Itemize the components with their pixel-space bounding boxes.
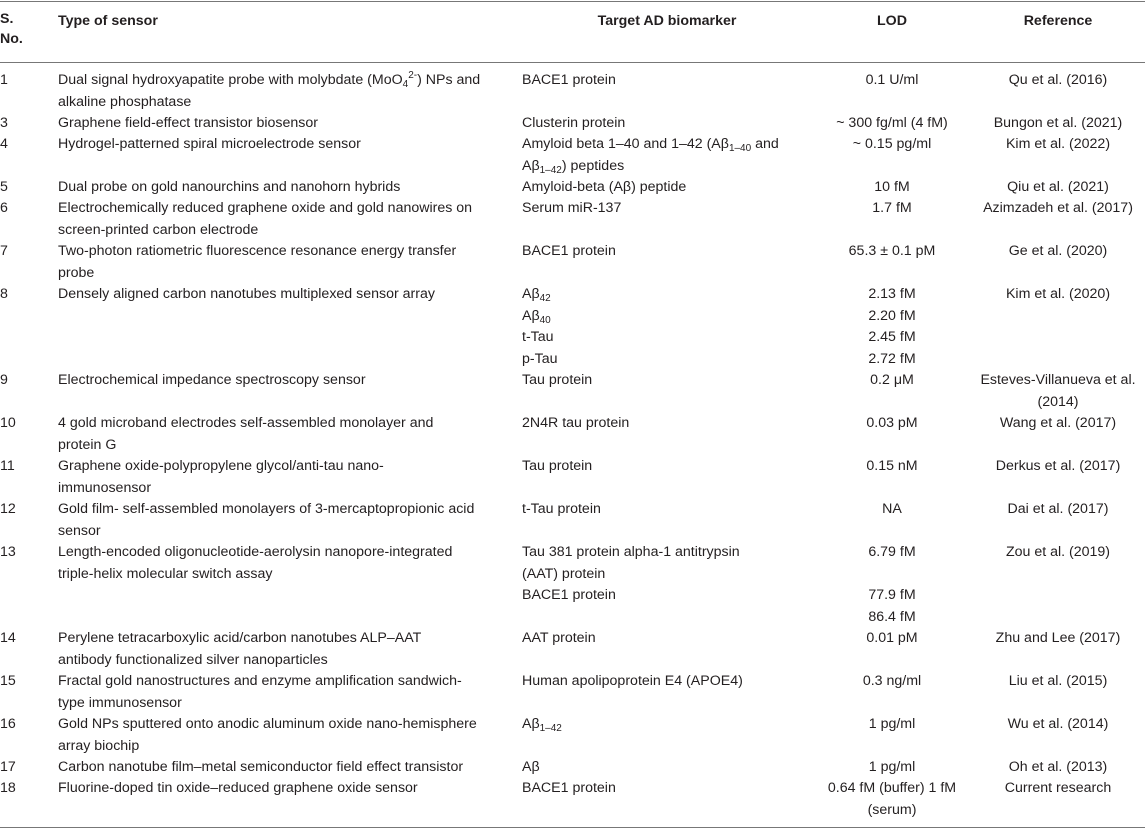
sensor-type <box>58 542 510 585</box>
text: 86.4 fM <box>868 608 916 625</box>
target-biomarker: Human apolipoprotein E4 (APOE4) <box>522 673 743 689</box>
sensor-type <box>58 499 510 542</box>
row-number: 1 <box>0 72 8 88</box>
sensor-type: Electrochemical impedance spectroscopy sensor <box>58 372 366 388</box>
target-biomarker <box>522 714 812 736</box>
subscript: 1–42 <box>539 723 562 734</box>
lod-value <box>812 284 972 370</box>
reference: Bungon et al. (2021) <box>993 115 1123 131</box>
reference: Zhu and Lee (2017) <box>995 630 1121 646</box>
text: Two-photon ratiometric fluorescence resonance energy transfer <box>58 243 457 259</box>
reference: Liu et al. (2015) <box>1008 673 1108 689</box>
lod-value: ~ 300 fg/ml (4 fM) <box>836 115 948 131</box>
spacer <box>812 564 972 586</box>
lod-value: NA <box>882 501 902 517</box>
sensor-type <box>58 456 510 499</box>
text: BACE1 protein <box>522 587 616 603</box>
row-number: 15 <box>0 673 16 689</box>
text: antibody functionalized silver nanoparticles <box>58 651 328 668</box>
target-biomarker: Tau protein <box>522 372 593 388</box>
text: 0.64 fM (buffer) 1 fM <box>827 780 957 796</box>
text: Aβ <box>522 716 540 732</box>
header-lod: LOD <box>877 13 907 29</box>
lod-value: 0.3 ng/ml <box>862 673 922 689</box>
lod-value: 1 pg/ml <box>868 716 916 732</box>
target-biomarker: BACE1 protein <box>522 780 616 796</box>
sensor-type: Graphene field-effect transistor biosensor <box>58 115 318 131</box>
lod-value: 0.01 pM <box>866 630 918 646</box>
subscript: 4 <box>402 79 409 90</box>
text: probe <box>58 264 95 281</box>
reference: Current research <box>1004 780 1112 796</box>
sensor-type: Dual probe on gold nanourchins and nanohorn hybrids <box>58 179 401 195</box>
row-number: 10 <box>0 415 16 431</box>
reference: Kim et al. (2022) <box>1005 136 1111 152</box>
text: triple-helix molecular switch assay <box>58 565 273 582</box>
lod-value: 1 pg/ml <box>868 759 916 775</box>
text: 4 gold microband electrodes self-assembled monolayer and <box>58 415 434 431</box>
text: type immunosensor <box>58 694 182 711</box>
reference: Oh et al. (2013) <box>1008 759 1108 775</box>
row-number: 5 <box>0 179 8 195</box>
target-biomarker: Clusterin protein <box>522 115 626 131</box>
lod-value: 10 fM <box>874 179 910 195</box>
text: immunosensor <box>58 479 152 496</box>
text: Electrochemically reduced graphene oxide and gold nanowires on <box>58 200 473 216</box>
table-bottom-rule <box>0 827 1145 828</box>
text: Fractal gold nanostructures and enzyme amplification sandwich- <box>58 673 462 689</box>
sensor-type <box>58 671 510 714</box>
text: ) peptides <box>561 157 625 174</box>
lod-value: 65.3 ± 0.1 pM <box>848 243 936 259</box>
superscript: 2- <box>408 70 418 81</box>
table-top-rule <box>0 1 1145 2</box>
target-biomarker: Serum miR-137 <box>522 200 622 216</box>
text: and <box>751 136 779 152</box>
row-number: 13 <box>0 544 16 560</box>
target-biomarker: Amyloid-beta (Aβ) peptide <box>522 179 687 195</box>
sensor-type <box>58 198 510 241</box>
text: (2014) <box>1037 393 1079 410</box>
reference <box>972 370 1144 413</box>
reference: Azimzadeh et al. (2017) <box>983 200 1133 216</box>
text: p-Tau <box>522 350 558 367</box>
header-target: Target AD biomarker <box>597 13 737 29</box>
reference: Wang et al. (2017) <box>999 415 1117 431</box>
text: 6.79 fM <box>868 544 916 560</box>
reference: Ge et al. (2020) <box>1008 243 1108 259</box>
header-type: Type of sensor <box>58 13 158 29</box>
subscript: 1–42 <box>539 164 562 176</box>
lod-value: ~ 0.15 pg/ml <box>852 136 932 152</box>
text: ) NPs and <box>417 72 481 88</box>
text: 2.20 fM <box>868 307 916 324</box>
target-biomarker: Tau protein <box>522 458 593 474</box>
header-sno <box>0 9 40 49</box>
row-number: 14 <box>0 630 16 646</box>
reference: Derkus et al. (2017) <box>995 458 1121 474</box>
subscript: 1–40 <box>728 143 752 154</box>
lod-value: 0.15 nM <box>866 458 918 474</box>
text: Gold NPs sputtered onto anodic aluminum oxide nano-hemisphere <box>58 716 477 732</box>
text: Tau 381 protein alpha-1 antitrypsin <box>522 544 740 560</box>
text: Length-encoded oligonucleotide-aerolysin nanopore-integrated <box>58 544 453 560</box>
row-number: 8 <box>0 286 8 302</box>
header-reference: Reference <box>1023 13 1093 29</box>
target-biomarker: BACE1 protein <box>522 72 616 88</box>
reference: Zou et al. (2019) <box>1005 544 1111 560</box>
reference: Qu et al. (2016) <box>1008 72 1108 88</box>
lod-value: 1.7 fM <box>872 200 912 216</box>
target-biomarker: AAT protein <box>522 630 596 646</box>
text: Amyloid beta 1–40 and 1–42 (Aβ <box>522 136 729 152</box>
lod-value: 0.2 μM <box>870 372 914 388</box>
sensor-type: Hydrogel-patterned spiral microelectrode sensor <box>58 136 361 152</box>
reference: Kim et al. (2020) <box>1005 286 1111 302</box>
text: 2.13 fM <box>868 286 916 302</box>
header-sno-line-2: No. <box>0 31 23 47</box>
text: Aβ <box>522 157 540 174</box>
text: Perylene tetracarboxylic acid/carbon nanotubes ALP–AAT <box>58 630 422 646</box>
header-rule <box>0 62 1145 63</box>
row-number: 4 <box>0 136 8 152</box>
sensor-type <box>58 714 510 757</box>
lod-value <box>812 778 972 821</box>
row-number: 7 <box>0 243 8 259</box>
text: array biochip <box>58 737 140 754</box>
header-sno-line-1: S. <box>0 11 14 27</box>
target-biomarker: Aβ <box>522 759 540 775</box>
text: (AAT) protein <box>522 565 606 582</box>
text: 2.72 fM <box>868 350 916 367</box>
text: sensor <box>58 522 101 539</box>
row-number: 11 <box>0 458 15 474</box>
text: Aβ <box>522 307 540 324</box>
row-number: 6 <box>0 200 8 216</box>
subscript: 40 <box>539 314 551 326</box>
sensor-type: Fluorine-doped tin oxide–reduced graphene oxide sensor <box>58 780 418 796</box>
lod-value: 0.03 pM <box>866 415 918 431</box>
text: t-Tau <box>522 329 554 345</box>
reference: Wu et al. (2014) <box>1007 716 1109 732</box>
target-biomarker: 2N4R tau protein <box>522 415 630 431</box>
target-biomarker <box>522 542 812 607</box>
text: Aβ <box>522 286 540 302</box>
reference: Qiu et al. (2021) <box>1007 179 1109 195</box>
sensor-type <box>58 241 510 284</box>
target-biomarker: t-Tau protein <box>522 501 601 517</box>
target-biomarker <box>522 284 812 370</box>
text: Gold film- self-assembled monolayers of 3-mercaptopropionic acid <box>58 501 475 517</box>
sensor-type <box>58 70 510 113</box>
text: 77.9 fM <box>868 587 916 603</box>
lod-value <box>812 542 972 628</box>
text: screen-printed carbon electrode <box>58 221 259 238</box>
lod-value: 0.1 U/ml <box>865 72 919 88</box>
reference: Dai et al. (2017) <box>1007 501 1109 517</box>
sensor-type: Carbon nanotube film–metal semiconductor field effect transistor <box>58 759 464 775</box>
target-biomarker <box>522 134 812 177</box>
sensor-type: Densely aligned carbon nanotubes multiplexed sensor array <box>58 286 435 302</box>
row-number: 12 <box>0 501 16 517</box>
text: (serum) <box>867 801 917 818</box>
text: Graphene oxide-polypropylene glycol/anti-tau nano- <box>58 458 384 474</box>
row-number: 16 <box>0 716 16 732</box>
text: alkaline phosphatase <box>58 93 192 110</box>
text: Esteves-Villanueva et al. <box>980 372 1136 388</box>
row-number: 17 <box>0 759 16 775</box>
text: Dual signal hydroxyapatite probe with molybdate (MoO <box>58 72 403 88</box>
target-biomarker: BACE1 protein <box>522 243 616 259</box>
text: 2.45 fM <box>868 329 916 345</box>
row-number: 9 <box>0 372 8 388</box>
row-number: 3 <box>0 115 8 131</box>
sensor-type <box>58 628 510 671</box>
subscript: 42 <box>539 293 551 304</box>
sensor-type <box>58 413 510 456</box>
text: protein G <box>58 436 117 453</box>
row-number: 18 <box>0 780 16 796</box>
